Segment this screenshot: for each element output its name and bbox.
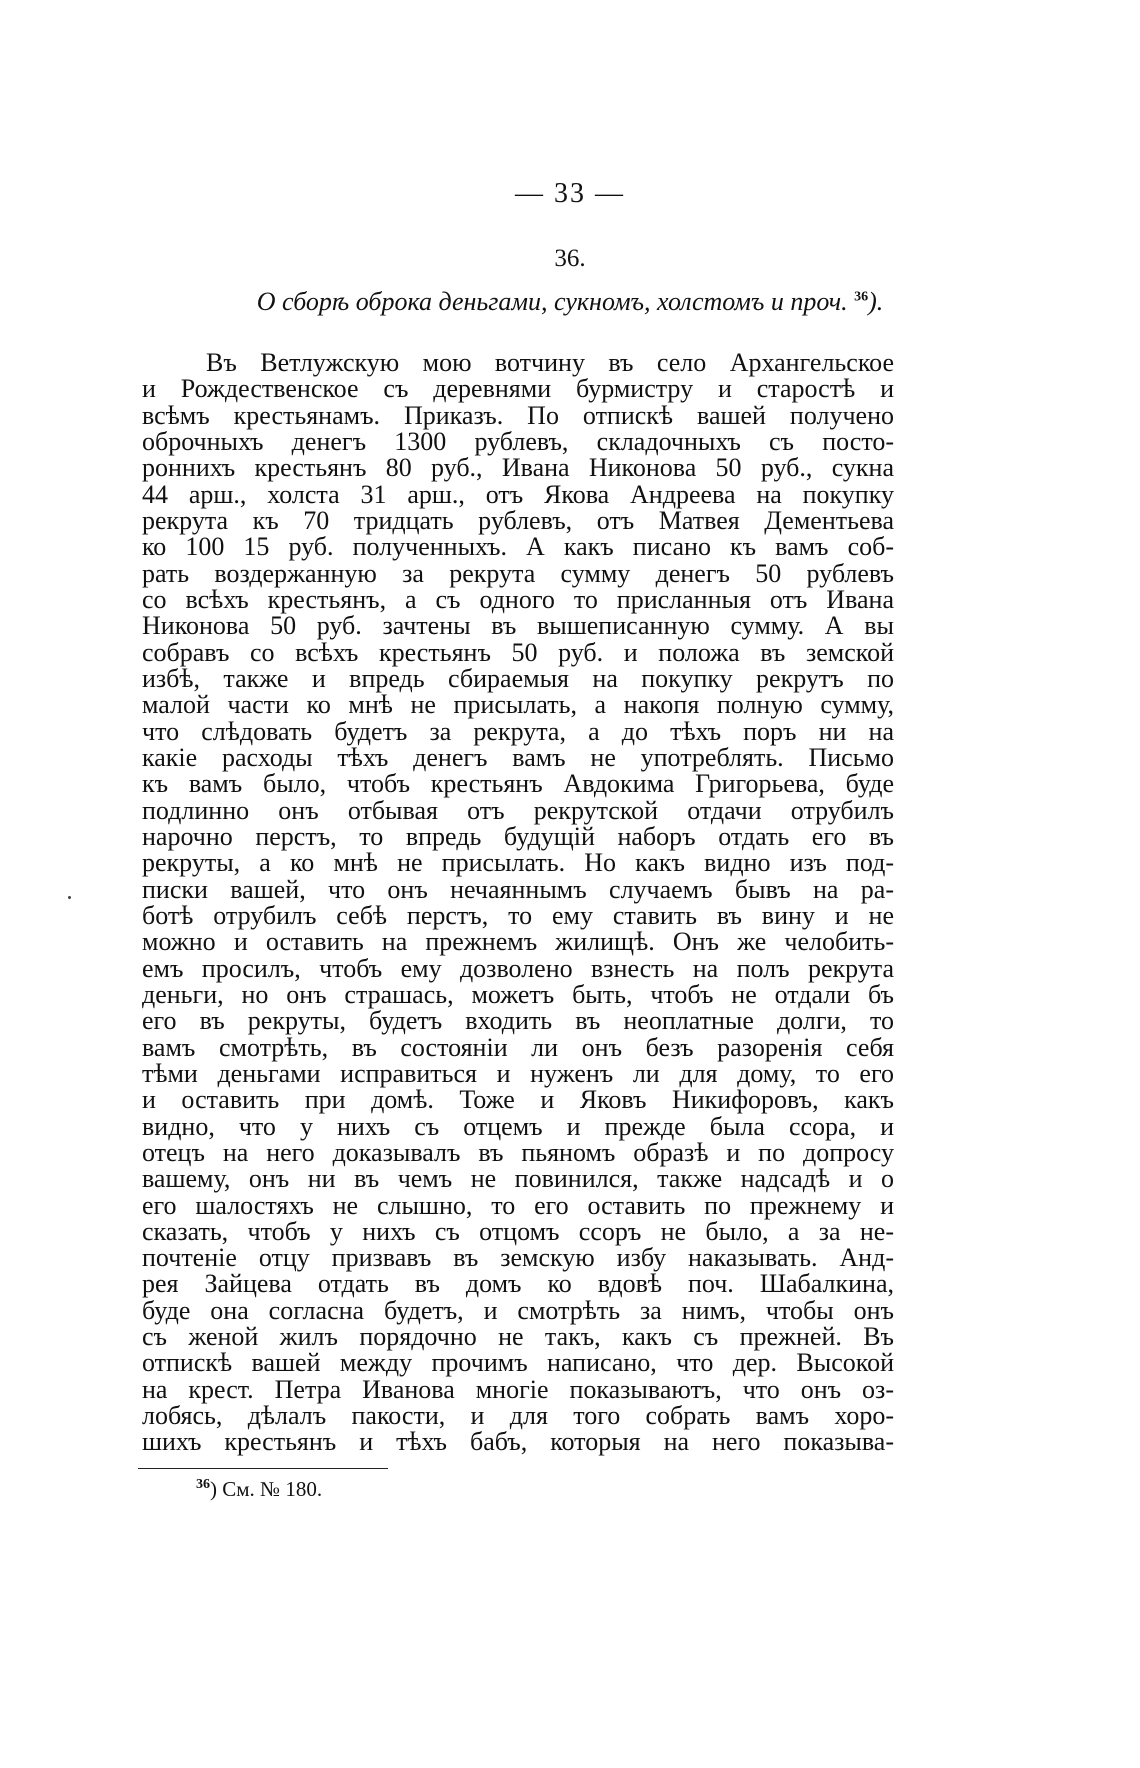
document-title xyxy=(0,287,1140,317)
text-line: со всѣхъ крестьянъ, а съ одного то присланныя отъ Ивана xyxy=(142,584,894,614)
text-line: собравъ со всѣхъ крестьянъ 50 руб. и положа въ земской xyxy=(142,637,894,667)
footnote-text: ) См. № 180. xyxy=(210,1477,323,1501)
text-line: какіе расходы тѣхъ денегъ вамъ не употреблять. Письмо xyxy=(142,742,894,772)
text-line: лобясь, дѣлалъ пакости, и для того собрать вамъ хоро- xyxy=(142,1401,894,1431)
text-line: ботѣ отрубилъ себѣ перстъ, то ему ставить въ вину и не xyxy=(142,900,894,930)
page-number: — 33 — xyxy=(515,178,625,209)
text-line: деньги, но онъ страшась, можетъ быть, чтобъ не отдали бъ xyxy=(142,979,894,1009)
margin-speck xyxy=(68,896,71,899)
footnote-ref: 36 xyxy=(196,1477,210,1492)
text-line: можно и оставить на прежнемъ жилищѣ. Онъ же челобить- xyxy=(142,927,894,957)
text-line: подлинно онъ отбывая отъ рекрутской отдачи отрубилъ xyxy=(142,795,894,825)
text-line: шихъ крестьянъ и тѣхъ бабъ, которыя на него показыва- xyxy=(142,1427,894,1457)
text-line: съ женой жилъ порядочно не такъ, какъ съ прежней. Въ xyxy=(142,1322,894,1352)
title-suffix: ). xyxy=(868,287,884,316)
text-line: и оставить при домѣ. Тоже и Яковъ Никифоровъ, какъ xyxy=(142,1085,894,1115)
text-line: вамъ смотрѣть, въ состояніи ли онъ безъ разоренія себя xyxy=(142,1032,894,1062)
document-title-text: О сборѣ оброка деньгами, сукномъ, холстомъ и проч. xyxy=(256,287,848,316)
text-line: Никонова 50 руб. зачтены въ вышеписанную сумму. А вы xyxy=(142,611,894,641)
text-line: роннихъ крестьянъ 80 руб., Ивана Никонова 50 руб., сукна xyxy=(142,453,894,483)
text-line: почтеніе отцу призвавъ въ земскую избу наказывать. Анд- xyxy=(142,1243,894,1273)
text-line: 44 арш., холста 31 арш., отъ Якова Андреева на покупку xyxy=(142,479,894,509)
text-line: къ вамъ было, чтобъ крестьянъ Авдокима Григорьева, буде xyxy=(142,769,894,799)
text-line: нарочно перстъ, то впредь будущій наборъ отдать его въ xyxy=(142,821,894,851)
text-line: что слѣдовать будетъ за рекрута, а до тѣхъ поръ ни на xyxy=(142,716,894,746)
text-line: его въ рекруты, будетъ входить въ неоплатные долги, то xyxy=(142,1006,894,1036)
text-line: рекруты, а ко мнѣ не присылать. Но какъ видно изъ под- xyxy=(142,848,894,878)
text-line: его шалостяхъ не слышно, то его оставить по прежнему и xyxy=(142,1190,894,1220)
text-line: ко 100 15 руб. полученныхъ. А какъ писано къ вамъ соб- xyxy=(142,532,894,562)
text-line: видно, что у нихъ съ отцемъ и прежде была ссора, и xyxy=(142,1111,894,1141)
body-text xyxy=(142,350,894,1456)
title-footnote-ref: 36 xyxy=(854,289,869,305)
text-line: вашему, онъ ни въ чемъ не повинился, также надсадѣ и о xyxy=(142,1164,894,1194)
text-line: писки вашей, что онъ нечаяннымъ случаемъ бывъ на ра- xyxy=(142,874,894,904)
text-line: отецъ на него доказывалъ въ пьяномъ образѣ и по допросу xyxy=(142,1137,894,1167)
footnote-divider xyxy=(138,1468,388,1469)
text-line: буде она согласна будетъ, и смотрѣть за нимъ, чтобы онъ xyxy=(142,1295,894,1325)
text-line: и Рождественское съ деревнями бурмистру и старостѣ и xyxy=(142,374,894,404)
text-line: на крест. Петра Иванова многіе показываютъ, что онъ оз- xyxy=(142,1374,894,1404)
text-line: всѣмъ крестьянамъ. Приказъ. По отпискѣ вашей получено xyxy=(142,400,894,430)
text-line: рекрута къ 70 тридцать рублевъ, отъ Матвея Дементьева xyxy=(142,505,894,535)
document-number: 36. xyxy=(554,245,586,272)
text-line: отпискѣ вашей между прочимъ написано, что дер. Высокой xyxy=(142,1348,894,1378)
text-line: избѣ, также и впредь сбираемыя на покупку рекрутъ по xyxy=(142,663,894,693)
text-line: Въ Ветлужскую мою вотчину въ село Архангельское xyxy=(206,348,894,377)
text-line: рать воздержанную за рекрута сумму денегъ 50 рублевъ xyxy=(142,558,894,588)
text-line: малой части ко мнѣ не присылать, а накопя полную сумму, xyxy=(142,690,894,720)
text-line: тѣми деньгами исправиться и нуженъ ли для дому, то его xyxy=(142,1058,894,1088)
text-line: оброчныхъ денегъ 1300 рублевъ, складочныхъ съ посто- xyxy=(142,426,894,456)
text-line: емъ просилъ, чтобъ ему дозволено взнесть на полъ рекрута xyxy=(142,953,894,983)
footnote xyxy=(196,1477,322,1502)
text-line: рея Зайцева отдать въ домъ ко вдовѣ поч. Шабалкина, xyxy=(142,1269,894,1299)
text-line: сказать, чтобъ у нихъ съ отцомъ ссоръ не было, а за не- xyxy=(142,1216,894,1246)
